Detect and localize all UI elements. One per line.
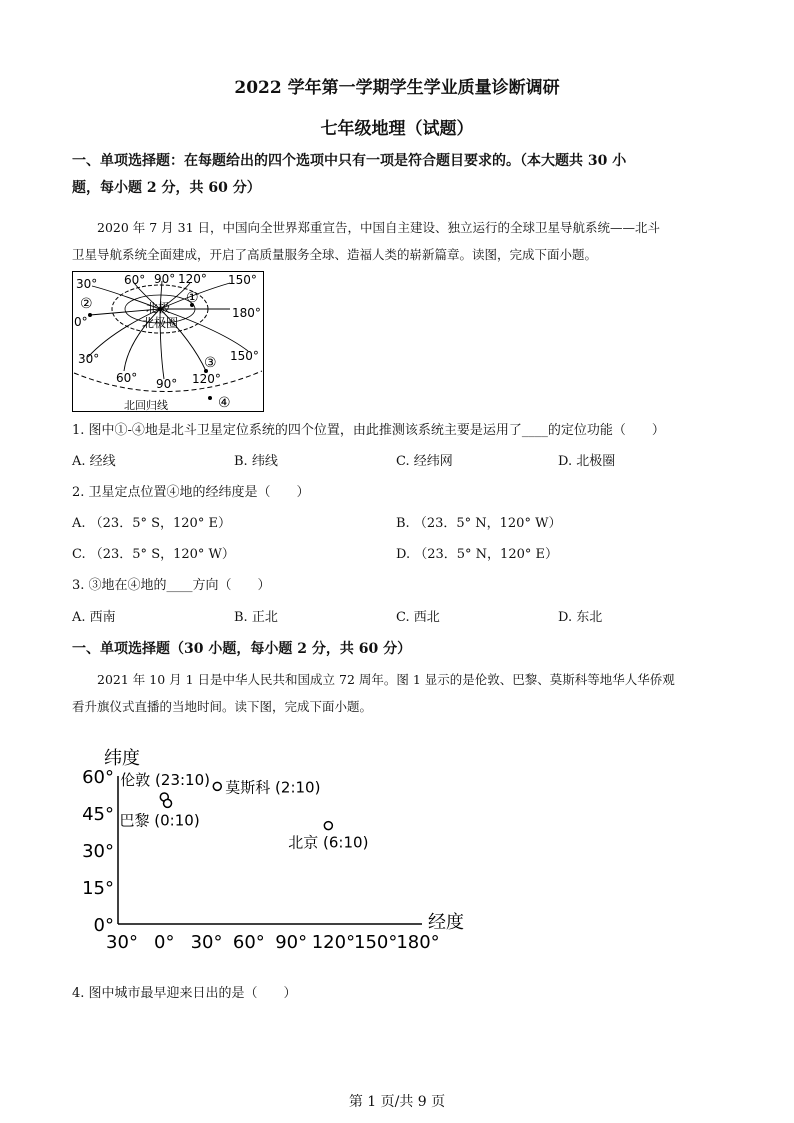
- label-tropic: 北回归线: [124, 399, 168, 412]
- q3-option-a[interactable]: A. 西南: [72, 610, 116, 625]
- label-lon-120-top: 120°: [178, 272, 207, 286]
- label-lon-30-bottom: 30°: [78, 352, 100, 366]
- city-point-label: 北京 (6:10): [288, 833, 369, 852]
- label-lon-60-bottom: 60°: [116, 371, 138, 385]
- city-point: [324, 822, 332, 830]
- point2-marker: [88, 313, 92, 317]
- q3-option-d[interactable]: D. 东北: [558, 610, 603, 625]
- label-point1: ①: [186, 290, 199, 306]
- label-lon-180: 180°: [232, 306, 261, 320]
- city-scatter-chart: [80, 740, 500, 960]
- label-point2: ②: [80, 296, 93, 312]
- section2-intro: [72, 666, 732, 720]
- point4-marker: [208, 396, 212, 400]
- city-point-label: 莫斯科 (2:10): [225, 778, 321, 797]
- city-point-label: 伦敦 (23:10): [120, 770, 210, 789]
- x-axis-label: 经度: [428, 912, 464, 933]
- x-tick-label: 0°: [154, 932, 175, 953]
- label-lon-150-bottom: 150°: [230, 349, 259, 363]
- x-tick-label: 120°: [311, 932, 356, 953]
- y-tick-label: 0°: [93, 915, 114, 936]
- q2-option-a[interactable]: A. （23．5° S，120° E）: [72, 516, 231, 531]
- section1-heading: [72, 148, 732, 202]
- q3-option-c[interactable]: C. 西北: [396, 610, 440, 625]
- label-lon-90-bottom: 90°: [156, 377, 178, 391]
- section2-intro-line2: 看升旗仪式直播的当地时间。读下图，完成下面小题。: [72, 699, 373, 714]
- page-footer: 第 1 页/共 9 页: [348, 1094, 446, 1110]
- y-axis-label: 纬度: [104, 748, 140, 769]
- label-lon-60-top: 60°: [124, 273, 146, 287]
- city-point: [213, 782, 221, 790]
- x-tick-label: 30°: [106, 932, 138, 953]
- label-lon-90-top: 90°: [154, 272, 176, 286]
- section1-heading-line2: 题，每小题 2 分，共 60 分）: [72, 180, 261, 196]
- question-2-stem: 2. 卫星定点位置④地的经纬度是（ ）: [72, 485, 310, 500]
- x-tick-label: 30°: [190, 932, 223, 953]
- question-3-stem: 3. ③地在④地的____方向（ ）: [72, 578, 271, 593]
- label-lon-150-top: 150°: [228, 273, 257, 287]
- section1-intro-line2: 卫星导航系统全面建成，开启了高质量服务全球、造福人类的崭新篇章。读图，完成下面小题。: [72, 247, 598, 262]
- y-tick-label: 30°: [82, 841, 114, 862]
- q1-option-c[interactable]: C. 经纬网: [396, 454, 453, 469]
- q2-option-d[interactable]: D. （23．5° N，120° E）: [396, 547, 558, 562]
- label-north-pole: 北极: [146, 301, 171, 315]
- section1-intro-line1: 2020 年 7 月 31 日，中国向全世界郑重宣告，中国自主建设、独立运行的全球卫星导航系统——北斗: [97, 220, 661, 235]
- polar-map-figure: [72, 271, 264, 412]
- label-point3: ③: [204, 355, 217, 371]
- question-1-stem: 1. 图中①-④地是北斗卫星定位系统的四个位置，由此推测该系统主要是运用了____的定位功能（ ）: [72, 423, 665, 438]
- exam-subtitle: 七年级地理（试题）: [320, 119, 474, 139]
- city-point: [164, 799, 172, 807]
- question-4-stem: 4. 图中城市最早迎来日出的是（ ）: [72, 986, 297, 1001]
- x-tick-label: 60°: [232, 932, 265, 953]
- section2-intro-line1: 2021 年 10 月 1 日是中华人民共和国成立 72 周年。图 1 显示的是伦敦、巴黎、莫斯科等地华人华侨观: [97, 672, 675, 687]
- city-point-label: 巴黎 (0:10): [119, 811, 200, 830]
- label-point4: ④: [218, 395, 231, 411]
- q3-option-b[interactable]: B. 正北: [234, 610, 278, 625]
- exam-title: 2022 学年第一学期学生学业质量诊断调研: [234, 78, 560, 98]
- label-arctic-circle: 北极圈: [142, 316, 179, 330]
- y-tick-label: 15°: [82, 878, 114, 899]
- x-tick-label: 90°: [275, 932, 308, 953]
- section1-heading-line1: 一、单项选择题：在每题给出的四个选项中只有一项是符合题目要求的。（本大题共 30 小: [72, 153, 627, 169]
- q2-option-b[interactable]: B. （23．5° N，120° W）: [396, 516, 562, 531]
- q1-option-b[interactable]: B. 纬线: [234, 454, 278, 469]
- section2-heading: 一、单项选择题（30 小题，每小题 2 分，共 60 分）: [72, 641, 412, 657]
- label-lon-0: 0°: [74, 315, 88, 329]
- label-lon-120-bottom: 120°: [192, 372, 221, 386]
- x-tick-label: 150°: [354, 932, 398, 953]
- x-tick-label: 180°: [396, 932, 440, 953]
- q1-option-a[interactable]: A. 经线: [72, 454, 116, 469]
- label-lon-30-top: 30°: [76, 277, 98, 291]
- y-tick-label: 60°: [82, 767, 114, 788]
- q2-option-c[interactable]: C. （23．5° S，120° W）: [72, 547, 235, 562]
- y-tick-label: 45°: [82, 804, 114, 825]
- section1-intro: [72, 214, 732, 268]
- q1-option-d[interactable]: D. 北极圈: [558, 454, 616, 469]
